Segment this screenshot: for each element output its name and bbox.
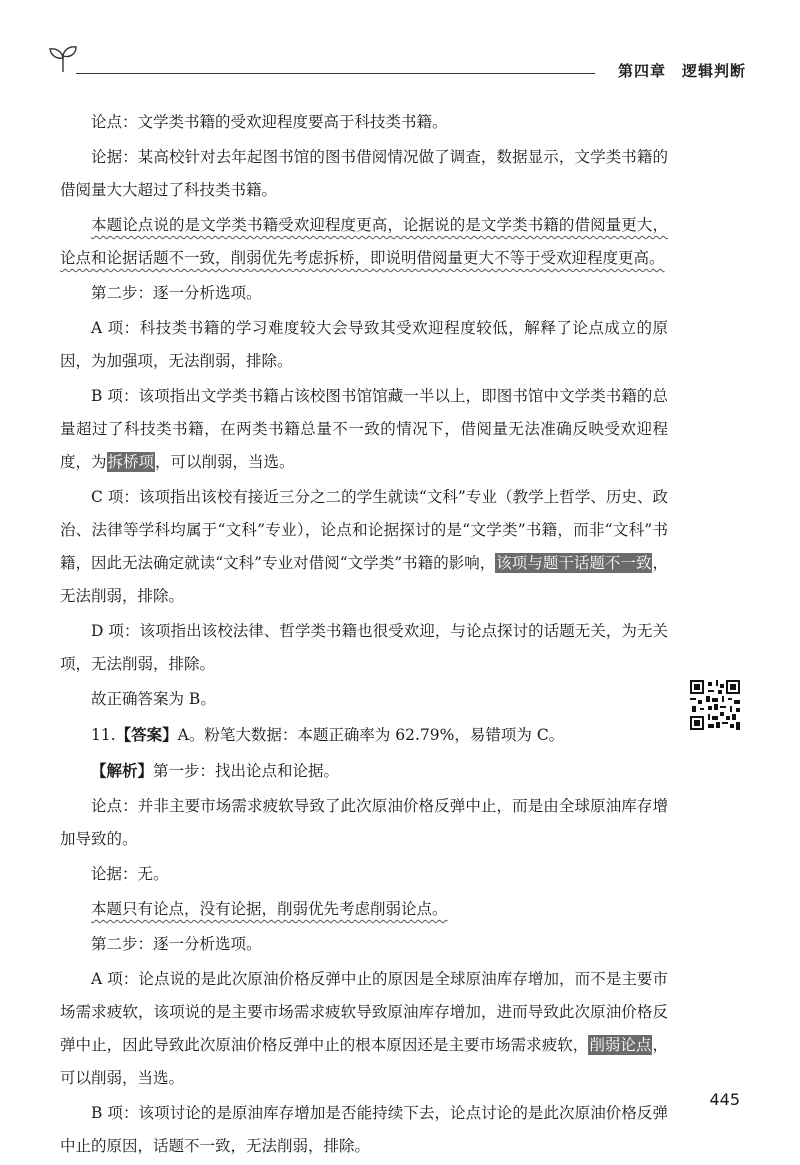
paragraph-p17 [60, 1097, 668, 1163]
text-run: ，无法削弱，排除。 [60, 554, 668, 605]
paragraph-p6 [60, 380, 668, 479]
text-run: ，可以削弱，当选。 [60, 1036, 668, 1087]
paragraph-p12 [60, 790, 668, 856]
paragraph-p5 [60, 312, 668, 378]
chapter-title: 逻辑判断 [681, 62, 746, 80]
page-header [48, 40, 760, 80]
highlight-label: 拆桥项 [107, 453, 155, 471]
bracket-label: 【答案】 [115, 725, 178, 744]
chapter-number: 第四章 [617, 62, 666, 80]
text-run: 第二步：逐一分析选项。 [91, 284, 262, 302]
underlined-note: 本题论点说的是文学类书籍受欢迎程度更高，论据说的是文学类书籍的借阅量更大，论点和论据话题不一致，削弱优先考虑拆桥，即说明借阅量更大不等于受欢迎程度更高。 [60, 216, 668, 267]
page-number: 445 [709, 1090, 740, 1109]
sprout-icon [48, 44, 78, 74]
paragraph-p4 [60, 277, 668, 310]
text-run: A 项：论点说的是此次原油价格反弹中止的原因是全球原油库存增加，而不是主要市场需求疲软，该项说的是主要市场需求疲软导致原油库存增加，进而导致此次原油价格反弹中止，因此导致此次原油价格反弹中止的根本原因还是主要市场需求疲软， [60, 970, 668, 1054]
text-run: ，可以削弱，当选。 [155, 453, 295, 471]
highlight-label: 削弱论点 [589, 1036, 652, 1054]
paragraph-p1 [60, 106, 668, 139]
paragraph-p11 [60, 754, 668, 788]
chapter-heading [618, 60, 746, 81]
text-run: 论据：某高校针对去年起图书馆的图书借阅情况做了调查，数据显示，文学类书籍的借阅量大大超过了科技类书籍。 [60, 148, 668, 199]
bracket-label: 【解析】 [91, 761, 154, 780]
highlight-label: 该项与题干话题不一致 [496, 554, 652, 572]
text-run: D 项：该项指出该校法律、哲学类书籍也很受欢迎，与论点探讨的话题无关，为无关项，无法削弱，排除。 [60, 622, 668, 673]
paragraph-p9 [60, 683, 668, 716]
paragraph-p7 [60, 481, 668, 613]
text-run: 论点：文学类书籍的受欢迎程度要高于科技类书籍。 [91, 113, 448, 131]
text-run: 第二步：逐一分析选项。 [91, 935, 262, 953]
text-run: A 项：科技类书籍的学习难度较大会导致其受欢迎程度较低，解释了论点成立的原因，为加强项，无法削弱，排除。 [60, 319, 668, 370]
text-run: 故正确答案为 B。 [91, 690, 216, 708]
page-body [60, 106, 668, 1165]
text-run: A。粉笔大数据：本题正确率为 62.79%，易错项为 C。 [177, 726, 565, 744]
text-run: B 项：该项讨论的是原油库存增加是否能持续下去，论点讨论的是此次原油价格反弹中止的原因，话题不一致，无法削弱，排除。 [60, 1104, 668, 1155]
text-run: 第一步：找出论点和论据。 [153, 762, 340, 780]
qr-code-icon[interactable] [690, 680, 740, 730]
header-rule [76, 73, 595, 74]
text-run: B 项：该项指出文学类书籍占该校图书馆馆藏一半以上，即图书馆中文学类书籍的总量超过了科技类书籍，在两类书籍总量不一致的情况下，借阅量无法准确反映受欢迎程度，为 [60, 387, 668, 471]
paragraph-p10 [60, 718, 668, 752]
paragraph-p8 [60, 615, 668, 681]
paragraph-p2 [60, 141, 668, 207]
paragraph-p13 [60, 858, 668, 891]
paragraph-p14 [60, 893, 668, 926]
text-run: 论点：并非主要市场需求疲软导致了此次原油价格反弹中止，而是由全球原油库存增加导致的。 [60, 797, 668, 848]
text-run: 11. [91, 726, 116, 744]
text-run: C 项：该项指出该校有接近三分之二的学生就读“文科”专业（教学上哲学、历史、政治、法律等学科均属于“文科”专业），论点和论据探讨的是“文学类”书籍，而非“文科”书籍，因此无法确定就读“文科”专业对借阅“文学类”书籍的影响， [60, 488, 668, 572]
paragraph-p16 [60, 963, 668, 1095]
text-run: 论据：无。 [91, 865, 169, 883]
paragraph-p15 [60, 928, 668, 961]
paragraph-p3 [60, 209, 668, 275]
underlined-note: 本题只有论点，没有论据，削弱优先考虑削弱论点。 [91, 900, 448, 918]
